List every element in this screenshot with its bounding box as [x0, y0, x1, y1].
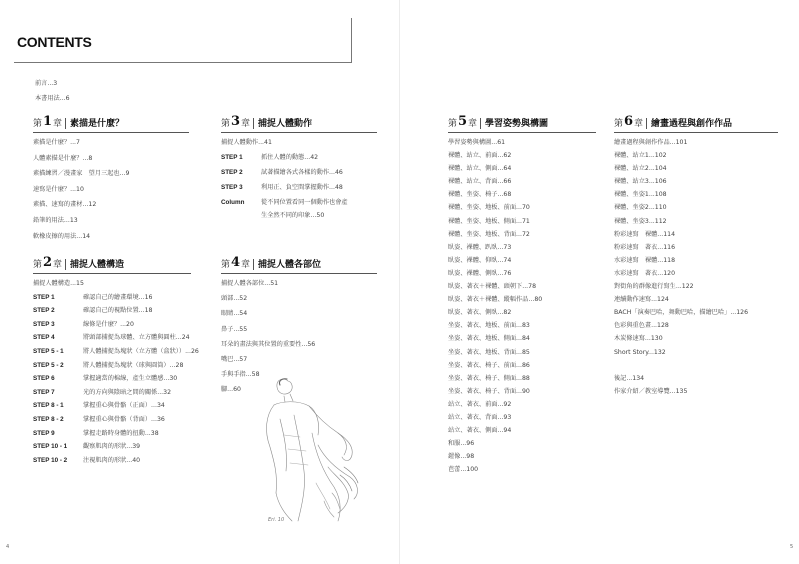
- toc-entry-text: 確認自己的視點位置...18: [83, 307, 153, 315]
- chapter-suffix: 章: [468, 119, 478, 129]
- page-number-right: 5: [790, 544, 794, 550]
- toc-entry: 素描是什麼？...7: [33, 139, 80, 146]
- toc-entry: 裸體、站立1...102: [614, 152, 667, 160]
- toc-entry: [33, 416, 191, 424]
- toc-entry-text: 確認自己的繪畫環境...16: [83, 293, 153, 301]
- toc-entry: Short Story...132: [614, 348, 666, 356]
- toc-entry: 裸體、站立2...104: [614, 165, 667, 173]
- chapter-title: 捕捉人體構造: [70, 260, 125, 270]
- chapter-number: 4: [231, 255, 241, 270]
- toc-entry: 繪畫過程與創作作品...101: [614, 139, 688, 146]
- toc-entry: 臥姿、裸體、仰臥...74: [448, 256, 512, 264]
- toc-entry: 臥姿、裸體、趴臥...73: [448, 243, 512, 251]
- toc-entry: [33, 321, 191, 329]
- toc-entry-text: 將人體捕捉為塊狀（球與圓筒）...28: [83, 361, 184, 369]
- chapter-2: [33, 255, 199, 470]
- step-label: STEP 1: [33, 293, 55, 301]
- toc-entry: 色彩與重色畫...128: [614, 322, 669, 330]
- toc-entry: 頭部...52: [221, 295, 248, 303]
- chapter-3: [221, 115, 377, 227]
- chapter-number: 5: [458, 114, 468, 129]
- toc-entry: 臥姿、著衣＋裸體、縱幅作品...80: [448, 296, 543, 304]
- toc-entry: 坐姿、著衣、椅子、前面...86: [448, 361, 530, 369]
- toc-entry-text: 觀察肌肉的形狀...39: [83, 443, 141, 451]
- toc-entry-text: 試著描繪各式各樣的動作...46: [261, 169, 343, 176]
- step-label: STEP 3: [33, 320, 55, 328]
- toc-entry-text: 捕捉人體構造...15: [33, 280, 84, 287]
- toc-entry-text: 生全然不同的印象...50: [261, 212, 325, 219]
- toc-entry: 素描練習／漫畫家 望月三起也...9: [33, 170, 130, 178]
- toc-entry: 坐姿、著衣、地板、背面...85: [448, 348, 530, 356]
- step-label: STEP 7: [33, 388, 55, 396]
- toc-entry: [33, 294, 191, 302]
- chapter-number: 2: [43, 255, 53, 270]
- toc-entry: [33, 280, 191, 288]
- chapter-separator: [253, 118, 254, 129]
- page-number-left: 4: [6, 544, 10, 550]
- step-label: STEP 10 - 1: [33, 443, 68, 451]
- step-label: STEP 10 - 2: [33, 456, 68, 464]
- chapter-entries: [614, 139, 778, 396]
- toc-entry: [221, 139, 377, 147]
- toc-entry: 腳...60: [221, 386, 241, 394]
- toc-entry-text: 光的方向與陰暗之間的關係...32: [83, 388, 172, 396]
- toc-entry: 裸體、站立、前面...62: [448, 152, 512, 160]
- toc-entry: 臥姿、裸體、側臥...76: [448, 269, 512, 277]
- toc-entry-text: 線條是什麼？...20: [83, 320, 134, 328]
- chapter-separator: [65, 118, 66, 129]
- step-label: STEP 5 - 1: [33, 347, 64, 355]
- toc-entry-text: 利用正、負空間掌握動作...48: [261, 184, 343, 191]
- toc-entry-text: 注視肌肉的形狀...40: [83, 456, 141, 464]
- chapter-number: 6: [624, 114, 634, 129]
- toc-entry: 裸體、坐姿、地板、前面...70: [448, 204, 530, 212]
- chapter-suffix: 章: [634, 119, 644, 129]
- toc-entry: 速寫是什麼？...10: [33, 185, 84, 193]
- step-label: STEP 9: [33, 429, 55, 437]
- toc-entry: [33, 347, 199, 356]
- toc-entry-text: 捕捉人體動作...41: [221, 139, 272, 146]
- toc-entry-text: 抓住人體的動態...42: [261, 154, 319, 161]
- toc-entry: 鼻子...55: [221, 325, 248, 333]
- toc-entry: 裸體、坐姿、地板、側面...71: [448, 217, 530, 225]
- toc-entry-text: 掌握重心與骨骼（正面）...34: [83, 402, 165, 410]
- chapter-entries: [221, 139, 377, 220]
- chapter-title: 素描是什麼？: [70, 119, 125, 129]
- toc-entry: 坐姿、著衣、地板、前面...83: [448, 322, 530, 330]
- toc-entry: [221, 154, 377, 162]
- chapter-5: [448, 115, 596, 479]
- toc-entry: 作家介紹／教室導覽...135: [614, 387, 688, 395]
- front-matter-usage: 本書用法...6: [35, 95, 70, 102]
- toc-entry: 坐姿、著衣、椅子、背面...90: [448, 387, 530, 395]
- toc-entry: [33, 334, 191, 342]
- toc-entry: 裸體、站立、背面...66: [448, 178, 512, 186]
- toc-entry: [33, 362, 191, 370]
- chapter-heading: [33, 115, 189, 133]
- chapter-separator: [65, 259, 66, 270]
- toc-entry: 對街角的群像進行寫生...122: [614, 283, 694, 291]
- toc-entry: 裸體、坐姿1...108: [614, 191, 667, 199]
- toc-entry: 裸體、站立、側面...64: [448, 165, 512, 173]
- toc-entry: 水彩速寫 裸體...118: [614, 256, 676, 264]
- toc-entry: 裸體、坐姿3...112: [614, 217, 667, 225]
- toc-entry: [33, 375, 191, 383]
- step-label: STEP 2: [33, 307, 55, 315]
- chapter-entries: [33, 280, 199, 465]
- toc-entry: 裸體、坐姿、地板、背面...72: [448, 230, 530, 238]
- toc-entry: 裸體、坐姿2...110: [614, 204, 667, 212]
- step-label: STEP 4: [33, 334, 55, 342]
- toc-entry: 臥姿、著衣＋裸體、頭朝下...78: [448, 283, 537, 291]
- toc-entry: 嘴巴...57: [221, 355, 248, 363]
- toc-entry: 眼睛...54: [221, 310, 248, 318]
- toc-entry: [33, 443, 191, 451]
- toc-entry: 坐姿、著衣、椅子、側面...88: [448, 374, 530, 382]
- chapter-separator: [253, 259, 254, 270]
- toc-entry: 坐姿、著衣、地板、側面...84: [448, 335, 530, 343]
- toc-entry: BACH「演奏巴哈，舞動巴哈，描繪巴哈」...126: [614, 309, 749, 317]
- contents-title: CONTENTS: [17, 34, 92, 50]
- chapter-heading: [448, 115, 596, 133]
- chapter-entries: [33, 139, 189, 241]
- toc-entry: [221, 199, 377, 207]
- toc-entry: 素描、速寫的畫材...12: [33, 201, 97, 209]
- chapter-number: 3: [231, 114, 241, 129]
- toc-entry: [33, 307, 191, 315]
- chapter-prefix: 第: [33, 260, 43, 270]
- toc-entry: 軟橡皮擦的用法...14: [33, 232, 91, 240]
- chapter-heading: [221, 115, 377, 133]
- toc-entry: 學習姿勢與構圖...61: [448, 139, 506, 146]
- toc-entry: 粉彩速寫 著衣...116: [614, 243, 676, 251]
- chapter-separator: [480, 118, 481, 129]
- chapter-title: 學習姿勢與構圖: [485, 119, 549, 129]
- toc-entry: 臥姿、著衣、側臥...82: [448, 309, 512, 317]
- toc-entry: 裸體、坐姿、椅子...68: [448, 191, 512, 199]
- toc-entry: 木炭條速寫...130: [614, 335, 663, 343]
- toc-entry-text: 掌握走路時身體的扭動...38: [83, 429, 159, 437]
- step-label: Column: [221, 199, 245, 206]
- toc-entry-text: 掌握適當的棉線，產生立體感...30: [83, 375, 178, 383]
- toc-entry: 芭蕾...100: [448, 466, 479, 474]
- sketch-signature: Eri. 10: [268, 517, 285, 523]
- chapter-1: [33, 115, 189, 248]
- chapter-title: 捕捉人體各部位: [258, 260, 322, 270]
- toc-entry: 水彩速寫 著衣...120: [614, 269, 676, 277]
- chapter-number: 1: [43, 114, 53, 129]
- toc-entry: [33, 457, 191, 465]
- figure-sketch-illustration: [254, 375, 374, 530]
- chapter-heading: [221, 256, 377, 274]
- step-label: STEP 8 - 1: [33, 402, 64, 410]
- step-label: STEP 6: [33, 375, 55, 383]
- toc-entry-text: 從不同位置看同一個動作也會產: [261, 199, 348, 206]
- chapter-suffix: 章: [53, 260, 63, 270]
- chapter-prefix: 第: [33, 119, 43, 129]
- chapter-separator: [646, 118, 647, 129]
- chapter-suffix: 章: [241, 260, 251, 270]
- toc-entry: 捕捉人體各部位...51: [221, 280, 279, 287]
- toc-entry: 連續動作速寫...124: [614, 296, 669, 304]
- toc-entry: 鎧像...98: [448, 453, 475, 461]
- chapter-heading: [33, 256, 191, 274]
- chapter-prefix: 第: [614, 119, 624, 129]
- chapter-entries: [448, 139, 596, 474]
- chapter-heading: [614, 115, 778, 133]
- toc-entry: [221, 212, 377, 220]
- toc-entry: [221, 169, 377, 177]
- chapter-6: [614, 115, 778, 401]
- toc-entry-text: 掌握重心與骨骼（背面）...36: [83, 415, 165, 423]
- toc-entry: 耳朵的畫法與其位置的重要性...56: [221, 340, 316, 348]
- chapter-title: 繪畫過程與創作作品: [651, 119, 733, 129]
- toc-entry: 裸體、站立3...106: [614, 178, 667, 186]
- toc-entry: 後記...134: [614, 374, 645, 382]
- toc-entry: [221, 184, 377, 192]
- toc-entry: 手與手指...58: [221, 371, 260, 379]
- chapter-suffix: 章: [241, 119, 251, 129]
- toc-entry: 鉛筆的用法...13: [33, 216, 78, 224]
- toc-entry-text: 將頭部捕捉為球體、立方體與圓柱...24: [83, 334, 190, 342]
- chapter-suffix: 章: [53, 119, 63, 129]
- step-label: STEP 8 - 2: [33, 415, 64, 423]
- toc-entry: 粉彩速寫 裸體...114: [614, 230, 676, 238]
- toc-entry: 和服...96: [448, 440, 475, 448]
- front-matter-preface: 前言...3: [35, 80, 58, 87]
- chapter-prefix: 第: [448, 119, 458, 129]
- toc-entry-text: 將人體捕捉為塊狀（立方體（盒狀））...26: [83, 347, 199, 355]
- toc-entry: 站立、著衣、背面...93: [448, 413, 512, 421]
- toc-entry: [33, 389, 191, 397]
- toc-entry: 站立、著衣、側面...94: [448, 427, 512, 435]
- step-label: STEP 5 - 2: [33, 361, 64, 369]
- step-label: STEP 1: [221, 154, 243, 161]
- spine-divider: [399, 0, 400, 564]
- chapter-title: 捕捉人體動作: [258, 119, 313, 129]
- chapter-prefix: 第: [221, 260, 231, 270]
- chapter-prefix: 第: [221, 119, 231, 129]
- step-label: STEP 2: [221, 169, 243, 176]
- toc-entry: [33, 430, 191, 438]
- step-label: STEP 3: [221, 184, 243, 191]
- toc-entry: 站立、著衣、前面...92: [448, 400, 512, 408]
- toc-entry: 人體素描是什麼？...8: [33, 154, 93, 162]
- toc-entry: [33, 402, 191, 410]
- toc-spacer: [614, 362, 778, 370]
